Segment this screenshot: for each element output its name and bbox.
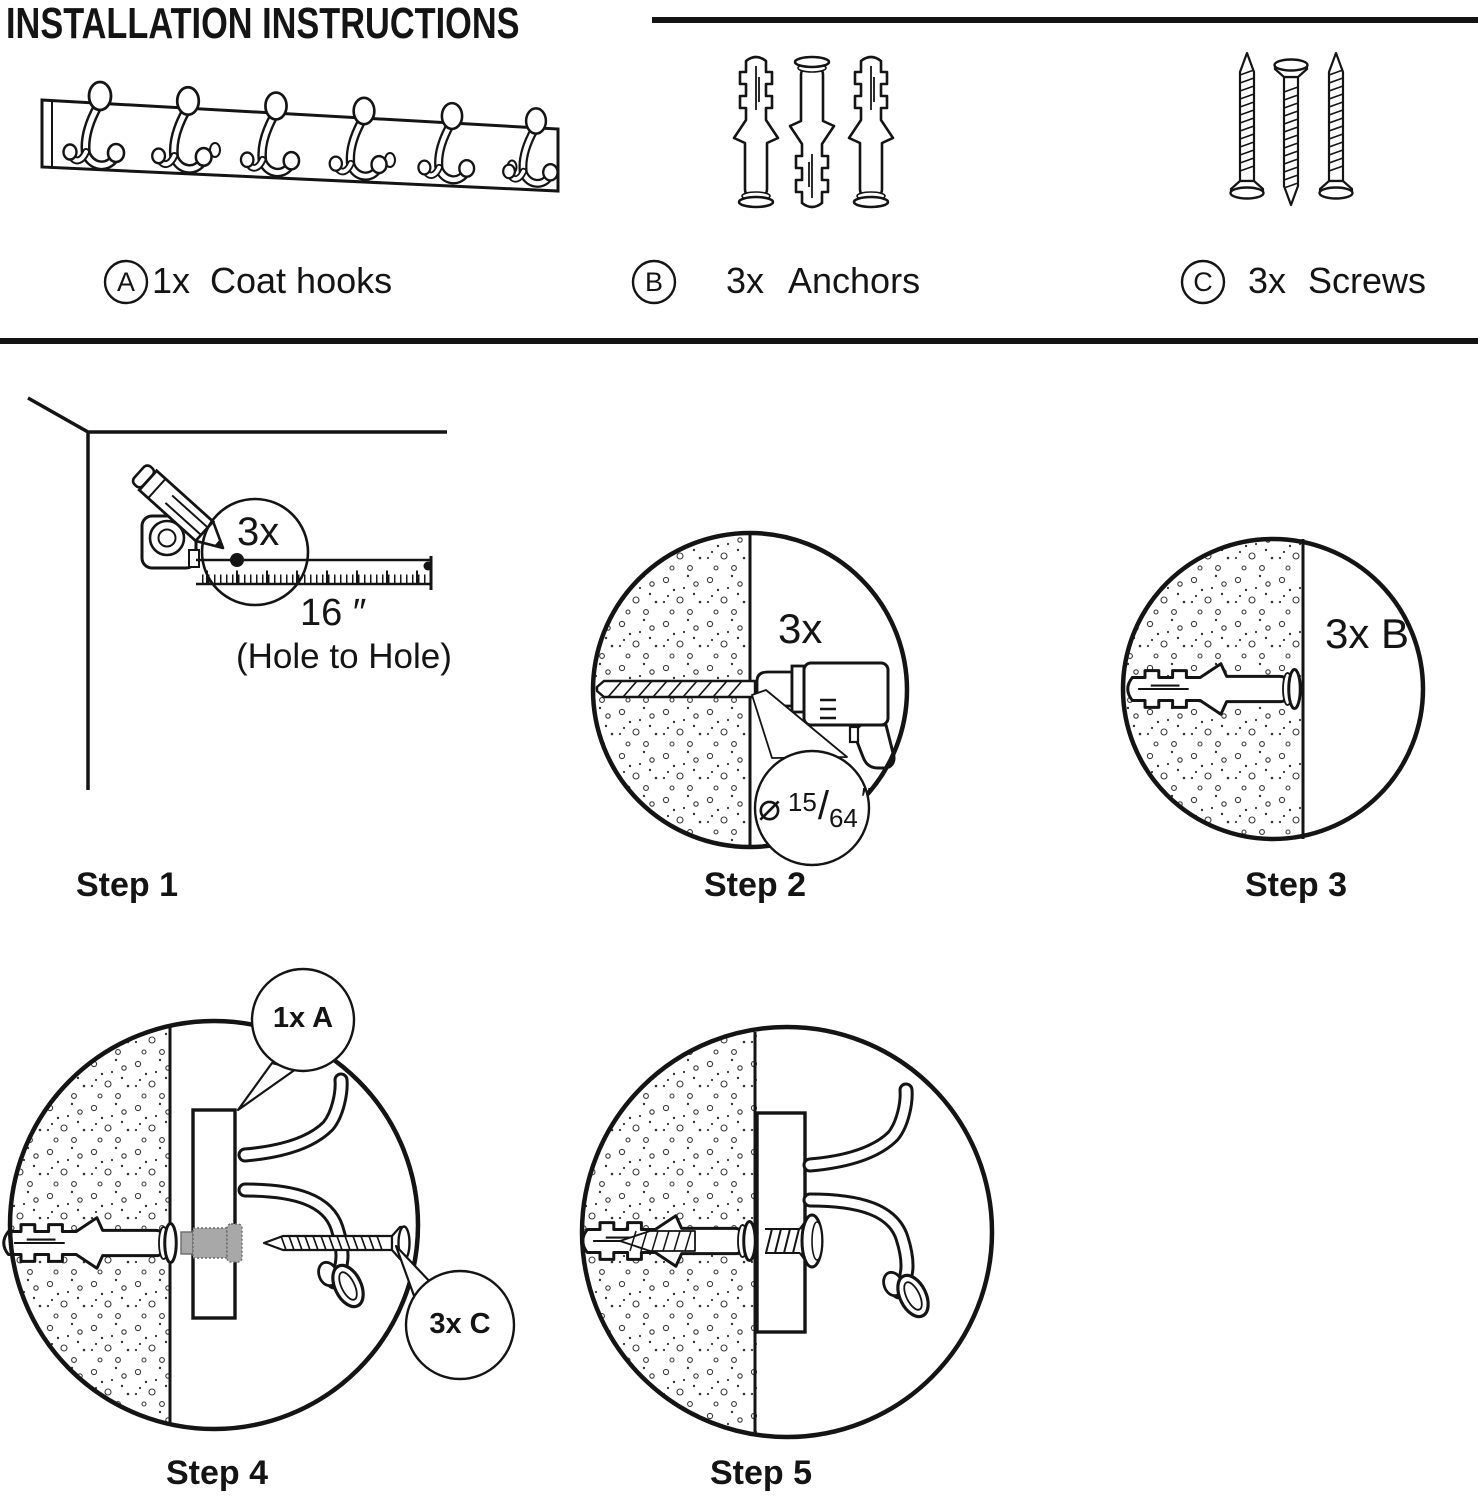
part-a-name: Coat hooks — [210, 260, 393, 301]
step5-illustration — [582, 1027, 992, 1439]
anchors-illustration — [734, 57, 893, 207]
step3-label: Step 3 — [1245, 866, 1348, 904]
part-c-letter: C — [1193, 267, 1213, 297]
step1-label: Step 1 — [76, 866, 179, 904]
step2-drill-diameter: ⌀ 15/64″ — [758, 781, 872, 833]
part-a-letter: A — [116, 267, 135, 297]
step2-drill-count: 3x — [778, 605, 823, 652]
screws-illustration — [1231, 53, 1353, 205]
part-b-name: Anchors — [788, 260, 921, 301]
step3-illustration — [1121, 537, 1423, 843]
part-b-qty: 3x — [726, 260, 765, 301]
step1-distance: 16 ″ — [300, 592, 367, 634]
part-a-qty: 1x — [152, 260, 191, 301]
step2-label: Step 2 — [704, 866, 807, 904]
step4-hooks-callout: 1x A — [272, 1002, 334, 1034]
step4-illustration — [4, 969, 514, 1429]
step3-anchor-count: 3x B — [1325, 610, 1410, 657]
step4-label: Step 4 — [166, 1454, 269, 1492]
part-c-name: Screws — [1308, 260, 1427, 301]
step1-mark-count: 3x — [237, 510, 280, 554]
part-c-qty: 3x — [1248, 260, 1287, 301]
step5-label: Step 5 — [710, 1454, 813, 1492]
page-title: INSTALLATION INSTRUCTIONS — [6, 0, 520, 48]
diameter-icon: ⌀ — [758, 787, 781, 829]
part-b-letter: B — [644, 267, 663, 297]
step4-screws-callout: 3x C — [429, 1308, 491, 1340]
step1-note: (Hole to Hole) — [236, 637, 452, 676]
step1-illustration — [28, 398, 447, 790]
coat-hooks-illustration — [42, 82, 558, 191]
